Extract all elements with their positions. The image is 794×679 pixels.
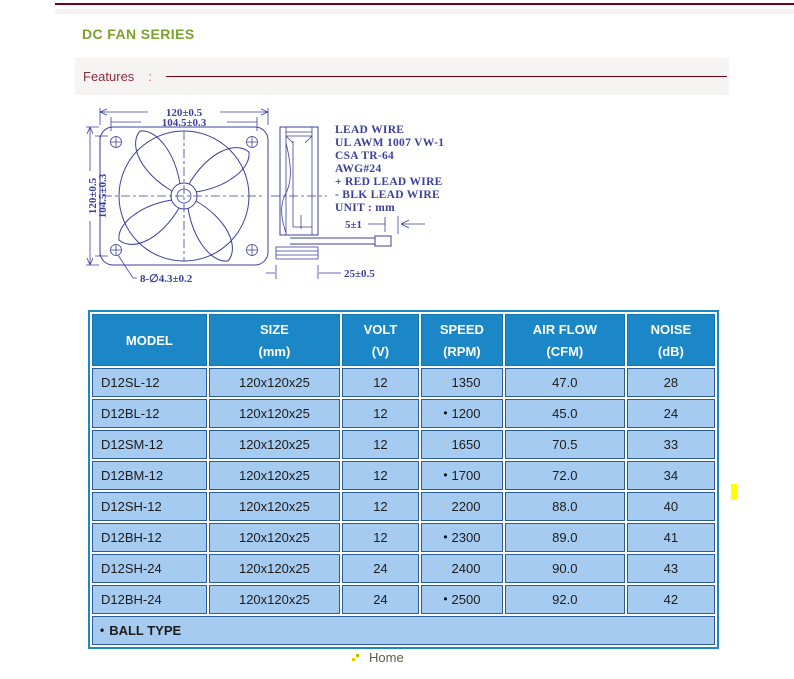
ball-type-bullet: • bbox=[100, 623, 105, 637]
ball-type-note bbox=[92, 616, 715, 645]
noise-cell: 34 bbox=[627, 461, 715, 490]
dim-mounting-holes bbox=[118, 255, 193, 285]
svg-text:104.5±0.3: 104.5±0.3 bbox=[161, 117, 207, 129]
svg-text:CSA TR-64: CSA TR-64 bbox=[335, 150, 395, 162]
volt-cell: 12 bbox=[342, 368, 419, 397]
features-underline bbox=[166, 76, 727, 77]
airflow-cell: 72.0 bbox=[505, 461, 625, 490]
speed-cell bbox=[421, 523, 503, 552]
table-row bbox=[92, 554, 715, 583]
ball-type-bullet: • bbox=[443, 530, 448, 544]
speed-cell bbox=[421, 368, 503, 397]
noise-cell: 33 bbox=[627, 430, 715, 459]
dim-width-inner bbox=[111, 117, 257, 131]
svg-text:8-∅4.3±0.2: 8-∅4.3±0.2 bbox=[140, 273, 193, 285]
sleeve-type-bullet: • bbox=[443, 561, 448, 575]
fan-drawing-svg bbox=[85, 95, 485, 295]
noise-cell: 42 bbox=[627, 585, 715, 614]
sleeve-type-bullet: • bbox=[443, 375, 448, 389]
home-link-label: Home bbox=[369, 650, 404, 665]
svg-text:5±1: 5±1 bbox=[345, 219, 363, 231]
model-cell: D12SM-12 bbox=[92, 430, 207, 459]
features-colon: : bbox=[148, 69, 152, 84]
speed-value: 2300 bbox=[451, 530, 481, 545]
noise-cell: 41 bbox=[627, 523, 715, 552]
home-link[interactable] bbox=[351, 650, 404, 665]
volt-cell: 12 bbox=[342, 523, 419, 552]
speed-cell bbox=[421, 430, 503, 459]
size-cell: 120x120x25 bbox=[209, 523, 340, 552]
volt-cell: 24 bbox=[342, 554, 419, 583]
speed-value: 1700 bbox=[451, 468, 481, 483]
table-row bbox=[92, 368, 715, 397]
speed-cell bbox=[421, 492, 503, 521]
size-cell: 120x120x25 bbox=[209, 492, 340, 521]
airflow-cell: 70.5 bbox=[505, 430, 625, 459]
airflow-cell: 92.0 bbox=[505, 585, 625, 614]
svg-text:+ RED LEAD WIRE: + RED LEAD WIRE bbox=[335, 176, 443, 188]
volt-cell: 12 bbox=[342, 399, 419, 428]
noise-cell: 40 bbox=[627, 492, 715, 521]
speed-cell bbox=[421, 461, 503, 490]
col-header-model: MODEL bbox=[92, 314, 207, 366]
svg-text:120±0.5: 120±0.5 bbox=[165, 107, 203, 119]
table-row bbox=[92, 523, 715, 552]
airflow-cell: 45.0 bbox=[505, 399, 625, 428]
table-header bbox=[92, 314, 715, 366]
col-header-volt: VOLT (V) bbox=[342, 314, 419, 366]
size-cell: 120x120x25 bbox=[209, 554, 340, 583]
model-cell: D12BM-12 bbox=[92, 461, 207, 490]
volt-cell: 12 bbox=[342, 492, 419, 521]
airflow-cell: 47.0 bbox=[505, 368, 625, 397]
size-cell: 120x120x25 bbox=[209, 430, 340, 459]
table-row bbox=[92, 461, 715, 490]
svg-text:UL AWM 1007 VW-1: UL AWM 1007 VW-1 bbox=[335, 137, 445, 149]
speed-value: 2500 bbox=[451, 592, 481, 607]
ball-type-bullet: • bbox=[443, 468, 448, 482]
speed-value: 2200 bbox=[451, 499, 481, 514]
table-row bbox=[92, 399, 715, 428]
svg-text:120±0.5: 120±0.5 bbox=[87, 177, 99, 215]
features-label: Features bbox=[83, 69, 135, 84]
fan-technical-drawing bbox=[85, 95, 485, 295]
volt-cell: 12 bbox=[342, 430, 419, 459]
top-gray-strip bbox=[55, 9, 794, 14]
speed-cell bbox=[421, 585, 503, 614]
ball-type-row bbox=[92, 616, 715, 645]
fan-table-body bbox=[92, 368, 715, 614]
speed-cell bbox=[421, 554, 503, 583]
model-cell: D12BH-24 bbox=[92, 585, 207, 614]
speed-cell bbox=[421, 399, 503, 428]
speed-value: 2400 bbox=[451, 561, 481, 576]
features-section-header bbox=[75, 58, 729, 95]
page-title: DC FAN SERIES bbox=[82, 26, 195, 42]
table-row bbox=[92, 585, 715, 614]
svg-text:- BLK LEAD WIRE: - BLK LEAD WIRE bbox=[335, 189, 440, 201]
table-row bbox=[92, 430, 715, 459]
col-header-noise: NOISE (dB) bbox=[627, 314, 715, 366]
dim-wire-lead bbox=[345, 216, 425, 234]
size-cell: 120x120x25 bbox=[209, 461, 340, 490]
model-cell: D12SH-12 bbox=[92, 492, 207, 521]
top-divider-rule bbox=[55, 3, 794, 5]
model-cell: D12BL-12 bbox=[92, 399, 207, 428]
speed-value: 1650 bbox=[451, 437, 481, 452]
size-cell: 120x120x25 bbox=[209, 368, 340, 397]
size-cell: 120x120x25 bbox=[209, 399, 340, 428]
svg-text:AWG#24: AWG#24 bbox=[335, 163, 382, 175]
svg-text:UNIT : mm: UNIT : mm bbox=[335, 202, 395, 214]
volt-cell: 24 bbox=[342, 585, 419, 614]
volt-cell: 12 bbox=[342, 461, 419, 490]
col-header-airflow: AIR FLOW (CFM) bbox=[505, 314, 625, 366]
lead-wire-notes bbox=[335, 124, 444, 214]
model-cell: D12SH-24 bbox=[92, 554, 207, 583]
home-bullet-icon bbox=[351, 653, 361, 663]
sleeve-type-bullet: • bbox=[443, 499, 448, 513]
sleeve-type-bullet: • bbox=[443, 437, 448, 451]
svg-text:LEAD WIRE: LEAD WIRE bbox=[335, 124, 405, 136]
ball-type-label: BALL TYPE bbox=[109, 623, 182, 638]
speed-value: 1200 bbox=[451, 406, 481, 421]
dim-depth bbox=[266, 265, 375, 280]
table-row bbox=[92, 492, 715, 521]
yellow-cursor-marker bbox=[731, 484, 737, 500]
col-header-speed: SPEED (RPM) bbox=[421, 314, 503, 366]
size-cell: 120x120x25 bbox=[209, 585, 340, 614]
svg-text:25±0.5: 25±0.5 bbox=[344, 268, 375, 280]
airflow-cell: 90.0 bbox=[505, 554, 625, 583]
centerlines bbox=[103, 131, 265, 261]
airflow-cell: 88.0 bbox=[505, 492, 625, 521]
ball-type-bullet: • bbox=[443, 592, 448, 606]
speed-value: 1350 bbox=[451, 375, 481, 390]
col-header-size: SIZE (mm) bbox=[209, 314, 340, 366]
model-cell: D12SL-12 bbox=[92, 368, 207, 397]
noise-cell: 24 bbox=[627, 399, 715, 428]
noise-cell: 28 bbox=[627, 368, 715, 397]
dim-height-inner bbox=[95, 136, 109, 256]
ball-type-bullet: • bbox=[443, 406, 448, 420]
airflow-cell: 89.0 bbox=[505, 523, 625, 552]
noise-cell: 43 bbox=[627, 554, 715, 583]
svg-text:104.5±0.3: 104.5±0.3 bbox=[97, 173, 109, 219]
fan-spec-table bbox=[88, 310, 719, 649]
model-cell: D12BH-12 bbox=[92, 523, 207, 552]
